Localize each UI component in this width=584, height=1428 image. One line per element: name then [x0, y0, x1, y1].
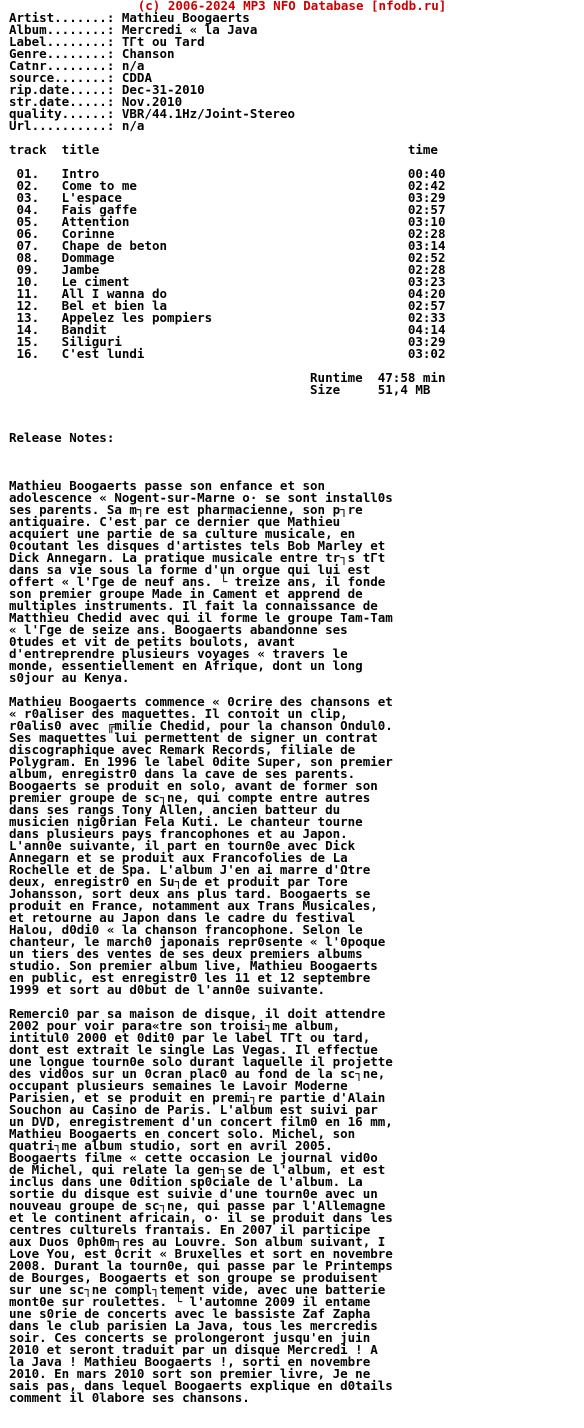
notes-line: Polygram. En 1996 le label 0dite Super, son premier [9, 754, 393, 769]
notes-line: et le continent africain, o· il se produit dans les [9, 1210, 393, 1225]
notes-line: album, enregistr0 dans la cave de ses parents. [9, 766, 356, 781]
notes-line: son premier groupe Made in Cament et apprend de [9, 586, 363, 601]
blank-line [9, 408, 446, 420]
notes-line: une s0rie de concerts avec le bassiste Zaf Zapha [9, 1306, 371, 1321]
notes-line: Mathieu Boogaerts en concert solo. Michel, son [9, 1126, 356, 1141]
release-notes [9, 480, 446, 1404]
notes-line: studio. Son premier album live, Mathieu Boogaerts [9, 958, 378, 973]
track-row: 10. Le ciment 03:23 [9, 274, 446, 289]
notes-line: dans le club parisien La Java, tous les mercredis [9, 1318, 378, 1333]
notes-line: adolescence « Nogent-sur-Marne o· se sont install0s [9, 490, 393, 505]
notes-line: 2010. En mars 2010 sort son premier livre, Je ne [9, 1366, 371, 1381]
notes-line: offert « l'Γge de neuf ans. └ treize ans, il fonde [9, 574, 386, 589]
notes-line: un tiers des ventes de ses deux premiers albums [9, 946, 363, 961]
notes-line: Mathieu Boogaerts passe son enfance et son [9, 478, 326, 493]
notes-line: L'ann0e suivante, il part en tourn0e avec Dick [9, 838, 356, 853]
notes-line: centres culturels franτais. En 2007 il participe [9, 1222, 371, 1237]
blank-line [9, 444, 446, 456]
track-row: 11. All I wanna do 04:20 [9, 286, 446, 301]
notes-line: Matthieu Chedid avec qui il forme le groupe Tam-Tam [9, 610, 393, 625]
notes-line: sais pas, dans lequel Boogaerts explique en d0tails [9, 1378, 393, 1393]
notes-line: Rochelle et de Spa. L'album J'en ai marre d'Ωtre [9, 862, 371, 877]
notes-line: un DVD, enregistrement d'un concert film0 en 16 mm, [9, 1114, 393, 1129]
notes-line: une longue tourn0e solo durant laquelle il projette [9, 1054, 393, 1069]
blank-line [9, 456, 446, 468]
notes-line: « r0aliser des maquettes. Il conτoit un clip, [9, 706, 348, 721]
notes-line: Annegarn et se produit aux Francofolies de La [9, 850, 348, 865]
notes-line: dans plusieurs pays francophones et au Japon. [9, 826, 348, 841]
notes-line: multiples instruments. Il fait la connaissance de [9, 598, 378, 613]
notes-line: Parisien, et se produit en premi┐re partie d'Alain [9, 1090, 386, 1105]
notes-line: occupant plusieurs semaines le Lavoir Moderne [9, 1078, 348, 1093]
notes-line: Remerci0 par sa maison de disque, il doit attendre [9, 1006, 386, 1021]
track-row: 08. Dommage 02:52 [9, 250, 446, 265]
notes-line: produit en France, notamment aux Trans Musicales, [9, 898, 378, 913]
size-line: Size 51,4 MB [9, 382, 431, 397]
notes-line: 0tudes et vit de petits boulots, avant [9, 634, 295, 649]
release-notes-label: Release Notes: [9, 430, 115, 445]
notes-line: Boogaerts se produit en solo, avant de former son [9, 778, 378, 793]
notes-line: comment il 0labore ses chansons. [9, 1390, 250, 1405]
notes-line: antiquaire. C'est par ce dernier que Mathieu [9, 514, 341, 529]
notes-line: monde, essentiellement en Afrique, dont un long [9, 658, 363, 673]
notes-line: 2008. Durant la tourn0e, qui passe par le Printemps [9, 1258, 393, 1273]
notes-line: en public, est enregistr0 les 11 et 12 septembre [9, 970, 371, 985]
notes-line: la Java ! Mathieu Boogaerts !, sorti en novembre [9, 1354, 371, 1369]
notes-line: aux Duos 0ph0m┐res au Louvre. Son album suivant, I [9, 1234, 386, 1249]
track-row: 09. Jambe 02:28 [9, 262, 446, 277]
notes-line: r0alis0 avec ╔milie Chedid, pour la chanson Ondul0. [9, 718, 393, 733]
notes-line: chanteur, le march0 japonais repr0sente « l'0poque [9, 934, 386, 949]
notes-line: Ses maquettes lui permettent de signer un contrat [9, 730, 378, 745]
track-row: 05. Attention 03:10 [9, 214, 446, 229]
track-row: 07. Chape de beton 03:14 [9, 238, 446, 253]
track-row: 02. Come to me 02:42 [9, 178, 446, 193]
track-row: 12. Bel et bien la 02:57 [9, 298, 446, 313]
notes-line: Halou, d0di0 « la chanson francophone. Selon le [9, 922, 363, 937]
notes-line: soir. Ces concerts se prolongeront jusqu'en juin [9, 1330, 371, 1345]
notes-line: Johansson, sort deux ans plus tard. Boogaerts se [9, 886, 371, 901]
notes-line: musicien nig0rian Fela Kuti. Le chanteur tourne [9, 814, 363, 829]
info-line-album: Album........: Mercredi « la Java [9, 22, 258, 37]
notes-line: dans sa vie sous la forme d'un orgue qui lui est [9, 562, 371, 577]
nfo-database-header-link[interactable]: (c) 2006-2024 MP3 NFO Database [nfodb.ru] [137, 0, 447, 13]
notes-line: acquiert une partie de sa culture musicale, en [9, 526, 356, 541]
notes-line: 1999 et sort au d0but de l'ann0e suivante. [9, 982, 326, 997]
notes-line: nouveau groupe de sc┐ne, qui passe par l'Allemagne [9, 1198, 386, 1213]
notes-line: 0coutant les disques d'artistes tels Bob Marley et [9, 538, 386, 553]
info-line-artist: Artist.......: Mathieu Boogaerts [9, 10, 250, 25]
notes-line: s0jour au Kenya. [9, 670, 130, 685]
notes-line: d'entreprendre plusieurs voyages « travers le [9, 646, 348, 661]
notes-line: sortie du disque est suivie d'une tourn0e avec un [9, 1186, 378, 1201]
notes-line: 2010 et seront traduit par un disque Mercredi ! A [9, 1342, 378, 1357]
notes-line: intitul0 2000 et 0dit0 par le label TΓt ou tard, [9, 1030, 371, 1045]
info-line-rip-date: rip.date.....: Dec-31-2010 [9, 82, 205, 97]
info-line-str-date: str.date.....: Nov.2010 [9, 94, 183, 109]
track-row: 13. Appelez les pompiers 02:33 [9, 310, 446, 325]
track-row: 15. Siliguri 03:29 [9, 334, 446, 349]
notes-line: mont0e sur roulettes. └ l'automne 2009 il entame [9, 1294, 371, 1309]
notes-line: deux, enregistr0 en Su┐de et produit par Tore [9, 874, 348, 889]
info-line-label: Label........: TΓt ou Tard [9, 34, 205, 49]
notes-line: dont est extrait le single Las Vegas. Il effectue [9, 1042, 378, 1057]
track-row: 01. Intro 00:40 [9, 166, 446, 181]
info-line-genre: Genre........: Chanson [9, 46, 175, 61]
notes-line: premier groupe de sc┐ne, qui compte entre autres [9, 790, 371, 805]
notes-line: quatri┐me album studio, sort en avril 2005. [9, 1138, 333, 1153]
info-line-quality: quality......: VBR/44.1Hz/Joint-Stereo [9, 106, 295, 121]
notes-line: Mathieu Boogaerts commence « 0crire des chansons et [9, 694, 393, 709]
info-line-source: source.......: CDDA [9, 70, 152, 85]
notes-line: ses parents. Sa m┐re est pharmacienne, son p┐re [9, 502, 363, 517]
notes-line: dans ses rangs Tony Allen, ancien batteur du [9, 802, 341, 817]
notes-line: de Michel, qui relate la gen┐se de l'album, et est [9, 1162, 386, 1177]
tracklist [9, 168, 446, 360]
nfo-text [9, 12, 446, 1404]
notes-line: Souchon au Casino de Paris. L'album est suivi par [9, 1102, 378, 1117]
info-line-catnr: Catnr........: n/a [9, 58, 145, 73]
notes-line: de Bourges, Boogaerts et son groupe se produisent [9, 1270, 378, 1285]
track-row: 03. L'espace 03:29 [9, 190, 446, 205]
notes-line: 2002 pour voir para«tre son troisi┐me album, [9, 1018, 341, 1033]
track-row: 16. C'est lundi 03:02 [9, 346, 446, 361]
notes-line: sur une sc┐ne compl┐tement vide, avec une batterie [9, 1282, 386, 1297]
info-line-url: Url..........: n/a [9, 118, 145, 133]
notes-line: et retourne au Japon dans le cadre du festival [9, 910, 356, 925]
notes-line: discographique avec Remark Records, filiale de [9, 742, 356, 757]
notes-line: Love You, est 0crit « Bruxelles et sort en novembre [9, 1246, 393, 1261]
blank-line [9, 396, 446, 408]
track-row: 04. Fais gaffe 02:57 [9, 202, 446, 217]
track-row: 06. Corinne 02:28 [9, 226, 446, 241]
track-row: 14. Bandit 04:14 [9, 322, 446, 337]
notes-line: Dick Annegarn. La pratique musicale entre tr┐s tΓt [9, 550, 386, 565]
runtime-line: Runtime 47:58 min [9, 370, 446, 385]
notes-line: des vid0os sur un 0cran plac0 au fond de la sc┐ne, [9, 1066, 386, 1081]
tracklist-header: track title time [9, 142, 438, 157]
notes-line: Boogaerts filme « cette occasion Le journal vid0o [9, 1150, 378, 1165]
notes-line: inclus dans une 0dition sp0ciale de l'album. La [9, 1174, 363, 1189]
notes-line: « l'Γge de seize ans. Boogaerts abandonne ses [9, 622, 348, 637]
